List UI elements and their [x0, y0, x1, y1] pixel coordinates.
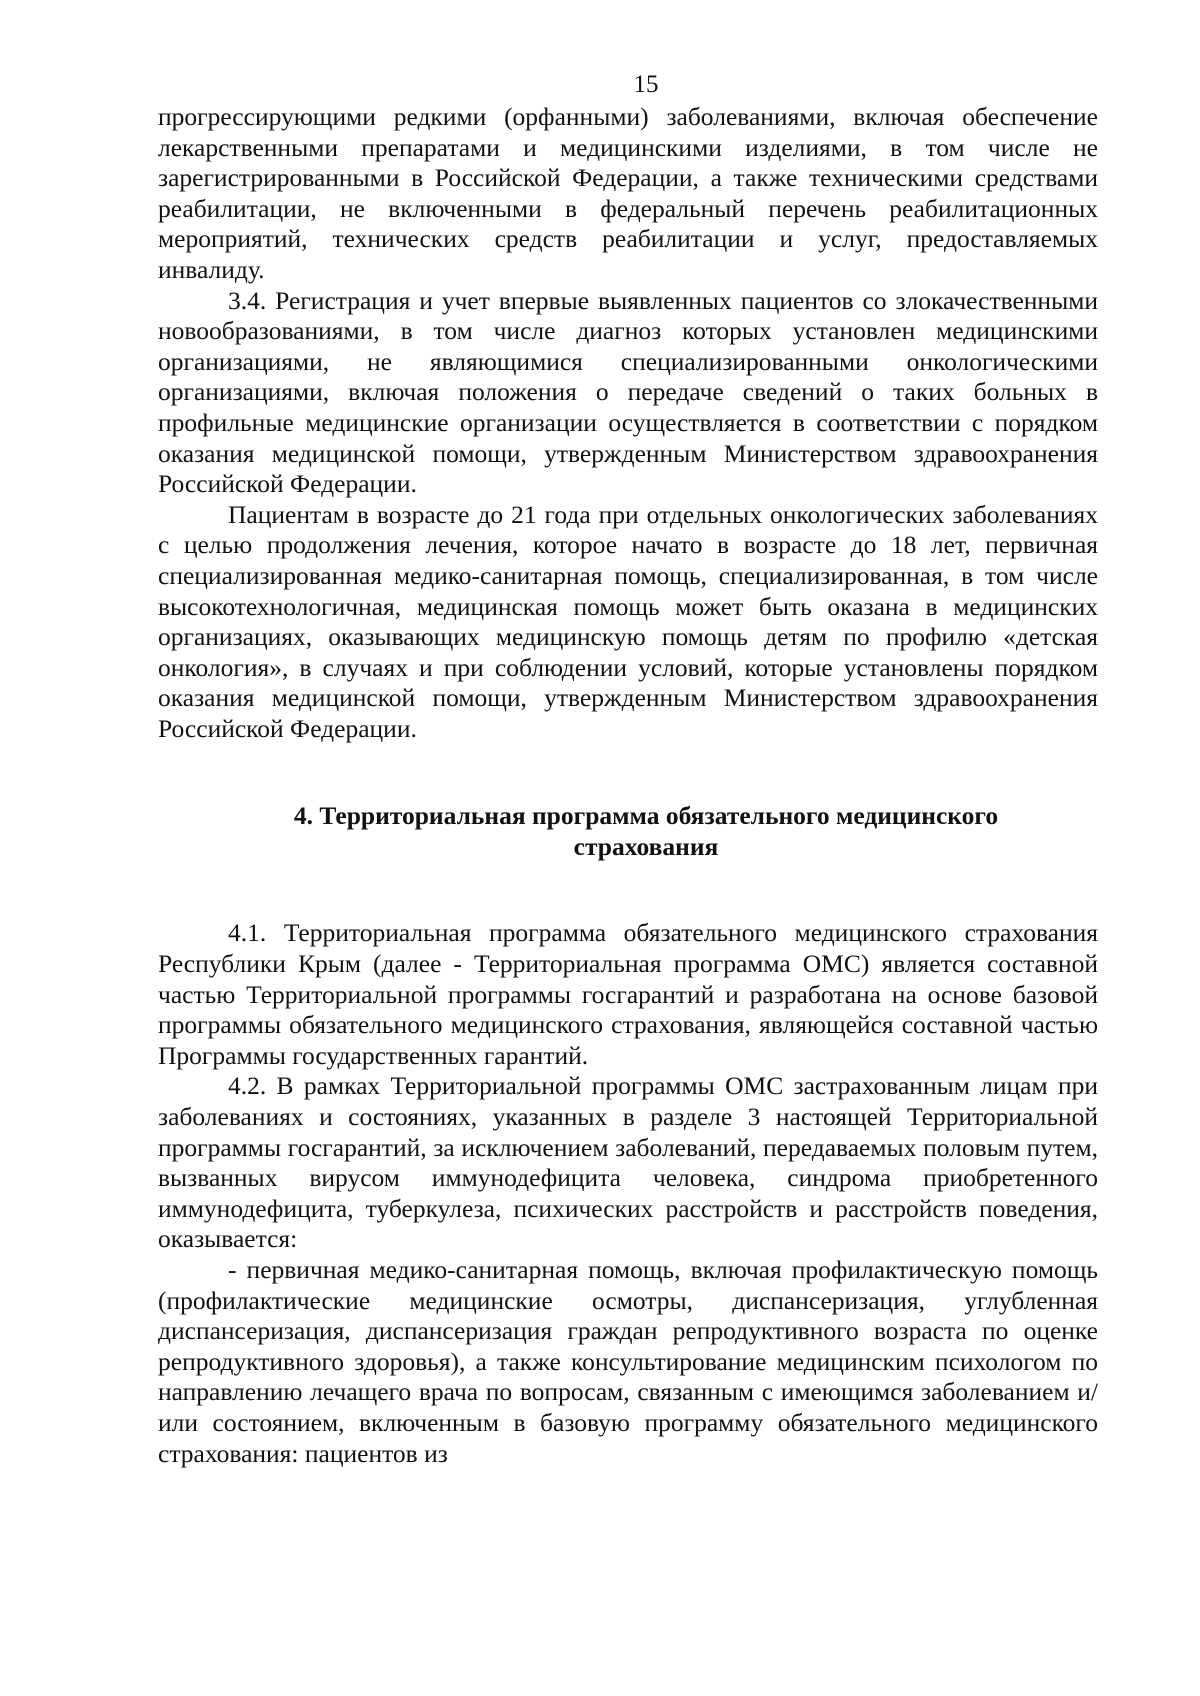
paragraph-4-1: 4.1. Территориальная программа обязательного медицинского страхования Республики Крым (далее - Территориальная программа ОМС) является составной частью Территориальной программы госгарантий и разработана на основе базовой программы обязательного медицинского страхования, являющейся составной частью Программы государственных гарантий.	[158, 918, 1098, 1070]
paragraph-4-2: 4.2. В рамках Территориальной программы ОМС застрахованным лицам при заболеваниях и состояниях, указанных в разделе 3 настоящей Территориальной программы госгарантий, за исключением заболеваний, передаваемых половым путем, вызванных вирусом иммунодефицита человека, синдрома приобретенного иммунодефицита, туберкулеза, психических расстройств и расстройств поведения, оказывается:	[158, 1071, 1098, 1254]
document-page	[158, 70, 1098, 1469]
paragraph-patients-under-21: Пациентам в возрасте до 21 года при отдельных онкологических заболеваниях с целью продолжения лечения, которое начато в возрасте до 18 лет, первичная специализированная медико-санитарная помощь, специализированная, в том числе высокотехнологичная, медицинская помощь может быть оказана в медицинских организациях, оказывающих медицинскую помощь детям по профилю «детская онкология», в случаях и при соблюдении условий, которые установлены порядком оказания медицинской помощи, утвержденным Министерством здравоохранения Российской Федерации.	[158, 499, 1098, 743]
paragraph-3-4-registration: 3.4. Регистрация и учет впервые выявленных пациентов со злокачественными новообразованиями, в том числе диагноз которых установлен медицинскими организациями, не являющимися специализированными онкологическими организациями, включая положения о передаче сведений о таких больных в профильные медицинские организации осуществляется в соответствии с порядком оказания медицинской помощи, утвержденным Министерством здравоохранения Российской Федерации.	[158, 285, 1098, 499]
page-number: 15	[633, 71, 659, 98]
paragraph-orphan-diseases: прогрессирующими редкими (орфанными) заболеваниями, включая обеспечение лекарственными препаратами и медицинскими изделиями, в том числе не зарегистрированными в Российской Федерации, а также техническими средствами реабилитации, не включенными в федеральный перечень реабилитационных мероприятий, технических средств реабилитации и услуг, предоставляемых инвалиду.	[158, 102, 1098, 284]
section-heading-line-2: страхования	[573, 832, 719, 862]
paragraph-primary-care: - первичная медико-санитарная помощь, включая профилактическую помощь (профилактические медицинские осмотры, диспансеризация, углубленная диспансеризация, диспансеризация граждан репродуктивного возраста по оценке репродуктивного здоровья), а также консультирование медицинским психологом по направлению лечащего врача по вопросам, связанным с имеющимся заболеванием и/или состоянием, включенным в базовую программу обязательного медицинского страхования: пациентов из	[158, 1255, 1098, 1468]
section-heading-line-1: 4. Территориальная программа обязательного медицинского	[293, 801, 999, 831]
section-heading	[158, 800, 1098, 862]
